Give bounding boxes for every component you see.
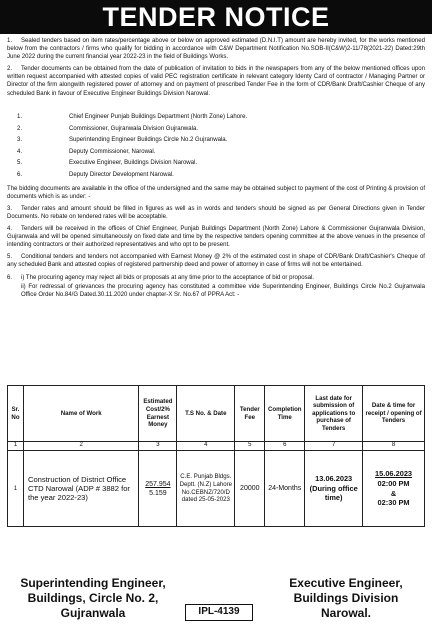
opening-time: 02:30 PM [377,498,410,508]
office-list [17,112,425,181]
paragraph-text: Tenders will be received in the offices of Chief Engineer, Punjab Buildings Department (North Zone) Lahore & Commissioner Gujranwala Division, Gujranwala and will be opened simultaneously on fixed date and time by the respective tenders opening committee at the above venues in the presence of intending contractors or their authorized representatives and who opt to be present. [7,226,425,249]
paragraph-number: 6. [7,274,13,281]
last-date-note: (During office time) [309,483,358,503]
column-header: T.S No. & Date [177,386,235,442]
cost-cell [139,451,177,527]
earnest-money: 5.159 [149,489,167,497]
paragraph-6i [7,274,425,282]
opening-cell [363,451,425,527]
sr-cell: 1 [8,451,24,527]
signature-executive-engineer: Executive Engineer, Buildings Division Narowal. [289,576,403,620]
ts-cell: C.E. Punjab Bldgs. Deptt. (N.Z) Lahore No.CEBNZ/720/D dated 25-05-2023 [177,451,235,527]
column-header: Name of Work [23,386,138,442]
table-header-row [8,386,425,442]
column-header: Estimated Cost/2% Earnest Money [139,386,177,442]
paragraph-text: Tender rates and amount should be filled in figures as well as in words and tenders should be signed as per General Directions given in Tender Documents. No rebate on tendered rates will be acceptable. [7,205,425,220]
column-header: Sr. No [8,386,24,442]
table-index-row: 1 2 3 4 5 6 7 8 [8,442,425,451]
paragraph-5 [7,253,425,269]
completion-cell: 24-Months [265,451,305,527]
office-item: 5. Executive Engineer, Buildings Division Narowal. [17,160,198,167]
paragraph-3 [7,205,425,221]
work-name-cell: Construction of District Office CTD Narowal (ADP # 3882 for the year 2022-23) [23,451,138,527]
paragraph-number: 5. [7,254,13,261]
paragraph-2b: The bidding documents are available in the office of the undersigned and the same may be obtained subject to payment of the cost of Printing & provision of documents which is as under: - [7,185,425,200]
office-item: 6. Deputy Director Development Narowal. [17,171,174,178]
office-item: 3. Superintending Engineer Buildings Circle No.2 Gujranwala. [17,137,228,144]
office-item: 2. Commissioner, Gujranwala Division Gujranwala. [17,125,199,132]
signature-superintending-engineer: Superintending Engineer, Buildings, Circle No. 2, Gujranwala [20,576,166,620]
paragraph-1 [7,37,425,61]
paragraph-number: 4. [7,226,13,233]
paragraph-6ii: ii) For redressal of grievances the procuring agency has constituted a committee vide Superintending Engineer, Buildings Circle No.2 Gujranwala Office Order No.84/G Dated.30.11.2020 under chapter-X Sr. No.67 of PPRA Act: - [21,283,425,298]
table-row [8,451,425,527]
column-header: Last date for submission of applications to purchase of Tenders [305,386,363,442]
paragraph-text: i) The procuring agency may reject all bids or proposals at any time prior to the acceptance of bid or proposal. [21,274,314,281]
paragraph-number: 2. [7,66,13,73]
paragraph-number: 3. [7,205,13,212]
fee-cell: 20000 [235,451,265,527]
column-header: Date & time for receipt / opening of Tenders [363,386,425,442]
paragraph-text: Sealed tenders based on item rates/percentage above or below on approved estimated (D.N.I.T) amount are hereby invited, for the works mentioned below from the contractors / firms who qualify for bidding in accordance with C&W Department Notification No.SOB-II(C&W)2-11/78(2021-22) Dated:29th June 2022 during the current financial year 2022-23 in the field of Buildings Works. [7,38,425,61]
tender-table [7,385,425,527]
last-date-cell [305,451,363,527]
opening-date: 15.06.2023 [375,469,413,479]
notice-title: TENDER NOTICE [0,0,432,34]
and-symbol: & [390,488,397,498]
paragraph-text: Tender documents can be obtained from the date of publication of invitation to bids in the newspapers from any of the below mentioned offices upon written request accompanied with attested copies of valid PEC registration certificate in relevant category Identy Card of contractor / Managing Partner or Director of the firm alongwith registered power of attorney and on payment of prescribed Tender Fee in the form of CDR/Bank Draft/Cashier Cheque of any scheduled Bank in favour of Executive Engineer Buildings Division Narowal. [7,66,425,97]
ipl-number-box: IPL-4139 [185,604,253,621]
last-date: 13.06.2023 [315,474,353,484]
receipt-time: 02:00 PM [377,478,410,488]
column-header: Tender Fee [235,386,265,442]
estimated-cost: 257.954 [145,480,171,488]
paragraph-number: 1. [7,38,13,44]
notice-body [7,37,425,303]
column-header: Completion Time [265,386,305,442]
office-item: 1. Chief Engineer Punjab Buildings Department (North Zone) Lahore. [17,114,248,121]
paragraph-text: Conditional tenders and tenders not accompanied with Earnest Money @ 2% of the estimated cost in shape of CDR/Bank Draft/Cashier's Cheque of any scheduled Bank and attested copies of registered partnership deed and power of attorney in case of firms will not be entertained. [7,254,425,269]
paragraph-2 [7,65,425,97]
paragraph-4 [7,225,425,249]
office-item: 4. Deputy Commissioner, Narowal. [17,148,156,155]
